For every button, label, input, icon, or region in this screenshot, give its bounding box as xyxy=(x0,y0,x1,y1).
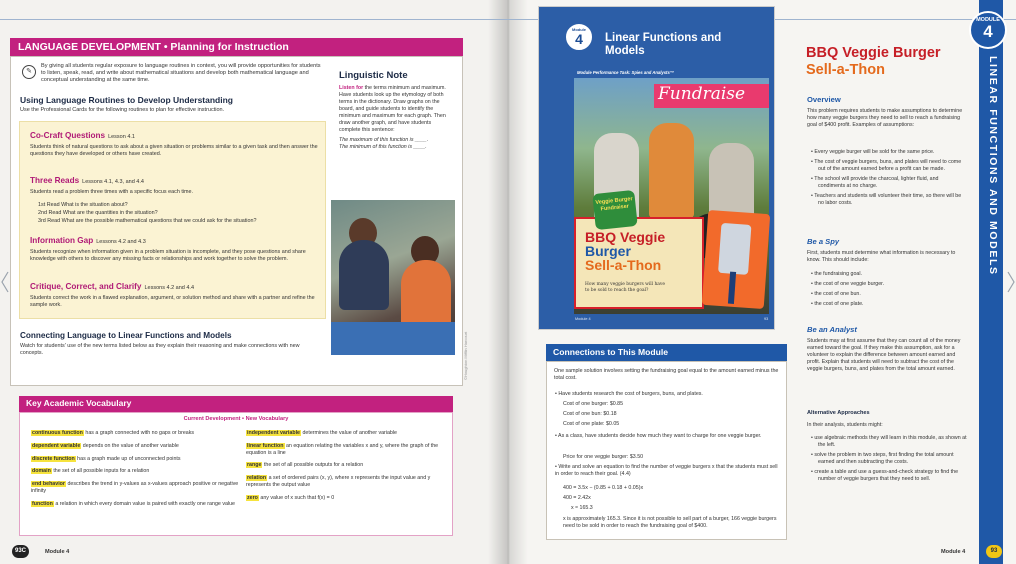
cover-card-question: How many veggie burgers will have to be sold to reach the goal? xyxy=(585,282,665,293)
cover-task-label: Module Performance Task: Spies and Analysts™ xyxy=(577,70,674,75)
linguistic-note-prompts: The maximum of this function is ____. The minimum of this function is ____. xyxy=(339,137,429,150)
analyst-heading: Be an Analyst xyxy=(807,325,857,334)
vocabulary-subheader: Current Development • New Vocabulary xyxy=(183,416,289,422)
speech-bubble-icon: ✎ xyxy=(22,65,36,79)
routine-title-co-craft: Co-Craft Questions Lesson 4.1 xyxy=(30,131,135,140)
overview-bullet: • Teachers and students will volunteer their time, so there will be no labor costs. xyxy=(811,193,962,206)
veggie-burger-logo: Veggie Burger Fundraiser xyxy=(592,190,638,230)
connections-intro: One sample solution involves setting the fundraising goal equal to the amount earned minus the total cost. xyxy=(554,368,779,381)
students-photo xyxy=(331,200,455,355)
vocab-item: independent variable determines the value of another variable xyxy=(247,430,397,436)
overview-bullet: • Every veggie burger will be sold for the same price. xyxy=(811,149,935,155)
vocab-item: relation a set of ordered pairs (x, y), where x represents the input value and y represents the output value xyxy=(246,475,431,488)
next-page-arrow-icon[interactable] xyxy=(1007,270,1015,294)
vocab-item: domain the set of all possible inputs for a relation xyxy=(32,468,150,475)
vocab-item: function a relation in which every domain value is paired with exactly one range value xyxy=(32,500,235,507)
connections-line: Price for one veggie burger: $3.50 xyxy=(563,454,644,460)
routine-text-co-craft: Students think of natural questions to ask about a given situation or problems similar to a given task and then answer the questions they have developed or others have created. xyxy=(30,144,318,157)
connections-header: Connections to This Module xyxy=(546,344,787,361)
connections-panel xyxy=(546,361,787,540)
overview-heading: Overview xyxy=(807,95,841,104)
spy-bullet: • the cost of one bun. xyxy=(811,291,861,297)
vocabulary-header: Key Academic Vocabulary xyxy=(19,396,453,412)
connections-line: Cost of one bun: $0.18 xyxy=(563,411,617,417)
spy-heading: Be a Spy xyxy=(807,237,840,246)
alternative-approaches-heading: Alternative Approaches xyxy=(807,410,870,416)
footer-module-right: Module 4 xyxy=(941,549,966,555)
linguistic-note-title: Linguistic Note xyxy=(339,70,408,81)
spy-bullet: • the cost of one plate. xyxy=(811,301,864,307)
read-item: 2nd Read What are the quantities in the situation? xyxy=(38,210,158,216)
vocab-item: linear function an equation relating the variables x and y, where the graph of the equation is a line xyxy=(246,442,439,456)
routine-title-three-reads: Three Reads Lessons 4.1, 4.3, and 4.4 xyxy=(30,176,144,185)
intro-paragraph: By giving all students regular exposure to language routines in context, you will provide opportunities for students to listen, speak, read, and write about mathematical situations and develop both mathematical language and conceptual understanding at the same time. xyxy=(41,63,321,84)
routines-heading: Using Language Routines to Develop Understanding xyxy=(20,95,233,105)
copyright-text: ©Houghton Mifflin Harcourt xyxy=(463,331,468,380)
routine-title-critique: Critique, Correct, and Clarify Lessons 4.2 and 4.4 xyxy=(30,282,195,291)
connecting-language-text: Watch for students' use of the new terms listed below as they explain their reasoning and make connections with new concepts. xyxy=(20,343,300,356)
connections-line: 400 = 2.42x xyxy=(563,495,591,501)
routine-text-three-reads: Students read a problem three times with a specific focus each time. xyxy=(30,189,193,195)
side-module-title: LINEAR FUNCTIONS AND MODELS xyxy=(987,56,999,276)
routine-text-information-gap: Students recognize when information given in a problem situation is incomplete, and they pose questions and share knowledge with others to discover any missing facts or relationships and work together to solve the problem. xyxy=(30,249,306,262)
spatula-image xyxy=(702,210,770,309)
vocabulary-column-right xyxy=(246,430,454,508)
cover-module-badge: Module 4 xyxy=(564,22,594,52)
vocab-item: range the set of all possible outputs for a relation xyxy=(247,462,364,469)
page-gutter xyxy=(488,0,528,564)
alternative-approaches-text: In their analysis, students might: xyxy=(807,422,883,428)
previous-page-arrow-icon[interactable] xyxy=(1,270,9,294)
overview-bullets xyxy=(811,149,967,210)
vocab-item: end behavior describes the trend in y-values as x-values approach positive or negative infinity xyxy=(31,481,239,494)
page-number-right: 93 xyxy=(986,545,1002,558)
spy-bullets xyxy=(811,271,967,311)
bbq-title: BBQ Veggie Burger Sell-a-Thon xyxy=(806,45,941,78)
vocab-item: zero any value of x such that f(x) = 0 xyxy=(247,494,335,501)
footer-module-left: Module 4 xyxy=(45,549,70,555)
three-reads-list xyxy=(38,201,256,225)
language-development-header: LANGUAGE DEVELOPMENT • Planning for Instruction xyxy=(10,38,463,56)
top-rule xyxy=(0,19,1016,20)
alternative-bullets xyxy=(811,435,967,486)
overview-bullet: • The school will provide the charcoal, lighter fluid, and condiments at no charge. xyxy=(811,176,939,189)
cover-footer-right: 93 xyxy=(764,317,769,321)
connections-line: • Have students research the cost of burgers, buns, and plates. xyxy=(555,391,703,397)
linguistic-note-text: Listen for the terms minimum and maximum. Have students look up the etymology of both terms in the dictionary. Draw graphs on the board, and guide students to identify the minimum and maximum for each graph. Then draw another graph, and have students complete this sentence: xyxy=(339,85,446,133)
alternative-bullet: • create a table and use a guess-and-check strategy to find the number of veggie burgers that they need to sell. xyxy=(811,469,959,482)
routines-subtitle: Use the Professional Cards for the following routines to plan for effective instruction. xyxy=(20,107,225,113)
read-item: 1st Read What is the situation about? xyxy=(38,202,128,208)
spy-bullet: • the cost of one veggie burger. xyxy=(811,281,885,287)
page-number-left: 93C xyxy=(12,545,29,558)
vocab-item: dependent variable depends on the value of another variable xyxy=(32,442,179,449)
connecting-language-heading: Connecting Language to Linear Functions and Models xyxy=(20,331,232,340)
connections-line: • Write and solve an equation to find the number of veggie burgers x that the students must sell in order to reach their goal. (4.4) xyxy=(555,464,778,477)
cover-banner-text: Fundraise xyxy=(658,84,746,104)
vocab-item: continuous function has a graph connected with no gaps or breaks xyxy=(32,430,195,436)
vocab-item: discrete function has a graph made up of unconnected points xyxy=(32,455,181,462)
read-item: 3rd Read What are the possible mathematical questions that we could ask for the situation? xyxy=(38,218,257,224)
cover-title: Linear Functions and Models xyxy=(605,32,722,57)
spy-bullet: • the fundraising goal. xyxy=(811,271,863,277)
spy-text: First, students must determine what information is necessary to know. This should include: xyxy=(807,250,956,263)
connections-line: Cost of one burger: $0.85 xyxy=(563,401,624,407)
overview-text: This problem requires students to make assumptions to determine how many veggie burgers they need to sell to reach a fundraising goal of $400 profit. Examples of assumptions: xyxy=(807,108,963,128)
overview-bullet: • The cost of veggie burgers, buns, and plates will need to come out of the amount earned before a profit can be made. xyxy=(811,159,962,172)
connections-line: • As a class, have students decide how much they want to charge for one veggie burger. xyxy=(555,433,762,439)
routine-title-information-gap: Information Gap Lessons 4.2 and 4.3 xyxy=(30,236,146,245)
side-module-badge: MODULE 4 xyxy=(969,11,1007,49)
cover-footer-left: Module 4 xyxy=(575,317,591,321)
analyst-text: Students may at first assume that they can count all of the money earned toward the goal. If they make this assumption, ask for a volunteer to explain the difference between amount earned and profit. Explain that students will need to subtract the cost of the veggie burgers, buns, and plates from the total amount earned. xyxy=(807,338,961,372)
connections-line: x ≈ 165.3 xyxy=(571,505,593,511)
cover-card-title: BBQ Veggie Burger Sell-a-Thon xyxy=(585,229,666,273)
routine-text-critique: Students correct the work in a flawed explanation, argument, or solution method and share with a partner and refine the sample work. xyxy=(30,295,315,308)
connections-line: x is approximately 165.3. Since it is not possible to sell part of a burger, 166 veggie burgers need to be sold in order to reach the fundraising goal of $400. xyxy=(563,516,777,529)
alternative-bullet: • solve the problem in two steps, first finding the total amount earned and then subtracting the costs. xyxy=(811,452,954,465)
connections-line: Cost of one plate: $0.05 xyxy=(563,421,620,427)
linguistic-note xyxy=(333,62,454,188)
connections-line: 400 = 3.5x − (0.85 + 0.18 + 0.05)x xyxy=(563,485,644,491)
alternative-bullet: • use algebraic methods they will learn in this module, as shown at the left. xyxy=(811,435,967,448)
vocabulary-column-left xyxy=(31,430,239,514)
